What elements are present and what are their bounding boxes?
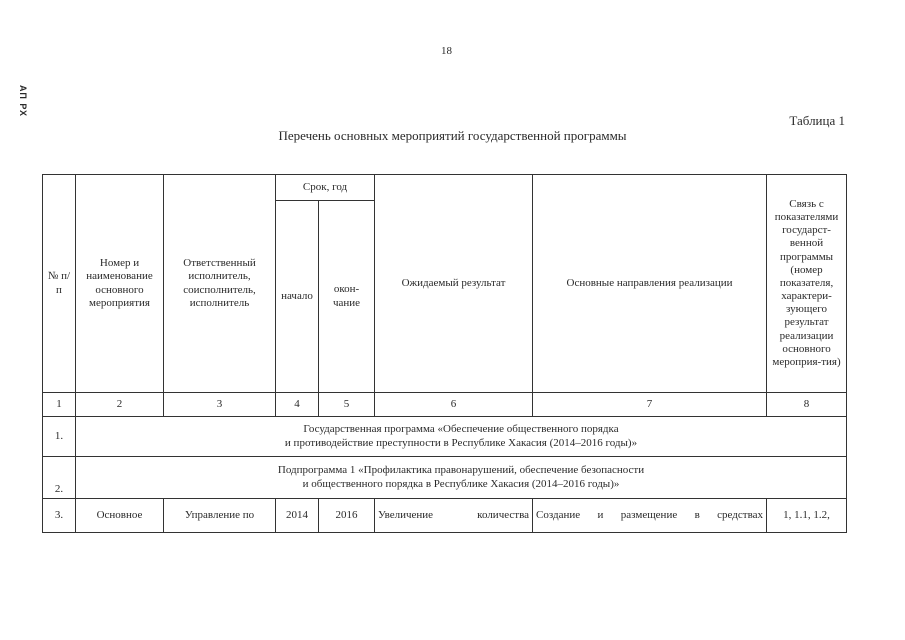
header-expected-result: Ожидаемый результат	[375, 175, 533, 393]
header-num: № п/п	[43, 175, 76, 393]
column-number: 1	[43, 393, 76, 417]
measure-executor: Управление по	[164, 499, 276, 533]
measure-name: Основное	[76, 499, 164, 533]
page-number: 18	[441, 45, 452, 57]
program-title-line: Государственная программа «Обеспечение общественного порядка	[303, 423, 619, 436]
subprogram-title-line: и общественного порядка в Республике Хакасия (2014–2016 годы)»	[302, 477, 620, 490]
column-number: 3	[164, 393, 276, 417]
program-title-cell	[76, 417, 847, 457]
column-number: 4	[276, 393, 319, 417]
row-number: 1.	[43, 417, 76, 457]
document-title: Перечень основных мероприятий государственной программы	[278, 128, 627, 143]
column-number: 8	[767, 393, 847, 417]
subprogram-title-line: Подпрограмма 1 «Профилактика правонарушений, обеспечение безопасности	[277, 464, 645, 477]
measure-directions: Создание и размещение в средствах	[533, 499, 767, 533]
header-row-1	[43, 175, 847, 201]
side-stamp: АП РХ	[18, 85, 28, 118]
column-number: 5	[319, 393, 375, 417]
header-executor: Ответственный исполнитель, соисполнитель, исполнитель	[164, 175, 276, 393]
row-number: 2.	[43, 457, 76, 499]
header-measure-name: Номер и наименование основного мероприятия	[76, 175, 164, 393]
measure-indicator-link: 1, 1.1, 1.2,	[767, 499, 847, 533]
header-directions: Основные направления реализации	[533, 175, 767, 393]
measure-end-year: 2016	[319, 499, 375, 533]
table-row	[43, 499, 847, 533]
row-number: 3.	[43, 499, 76, 533]
program-title-line: и противодействие преступности в Республике Хакасия (2014–2016 годы)»	[284, 436, 638, 449]
measures-table	[42, 174, 847, 533]
subprogram-title-cell	[76, 457, 847, 499]
column-number-row	[43, 393, 847, 417]
column-number: 7	[533, 393, 767, 417]
header-indicator-link: Связь с показателями государст-венной программы (номер показателя, характери-зующего результат реализации основного мероприя-тия)	[767, 175, 847, 393]
measure-result: Увеличение количества	[375, 499, 533, 533]
table-row	[43, 417, 847, 457]
measure-start-year: 2014	[276, 499, 319, 533]
table-label: Таблица 1	[789, 113, 845, 128]
header-end: окон-чание	[319, 201, 375, 393]
table-row	[43, 457, 847, 499]
header-start: начало	[276, 201, 319, 393]
column-number: 6	[375, 393, 533, 417]
column-number: 2	[76, 393, 164, 417]
header-term: Срок, год	[276, 175, 375, 201]
